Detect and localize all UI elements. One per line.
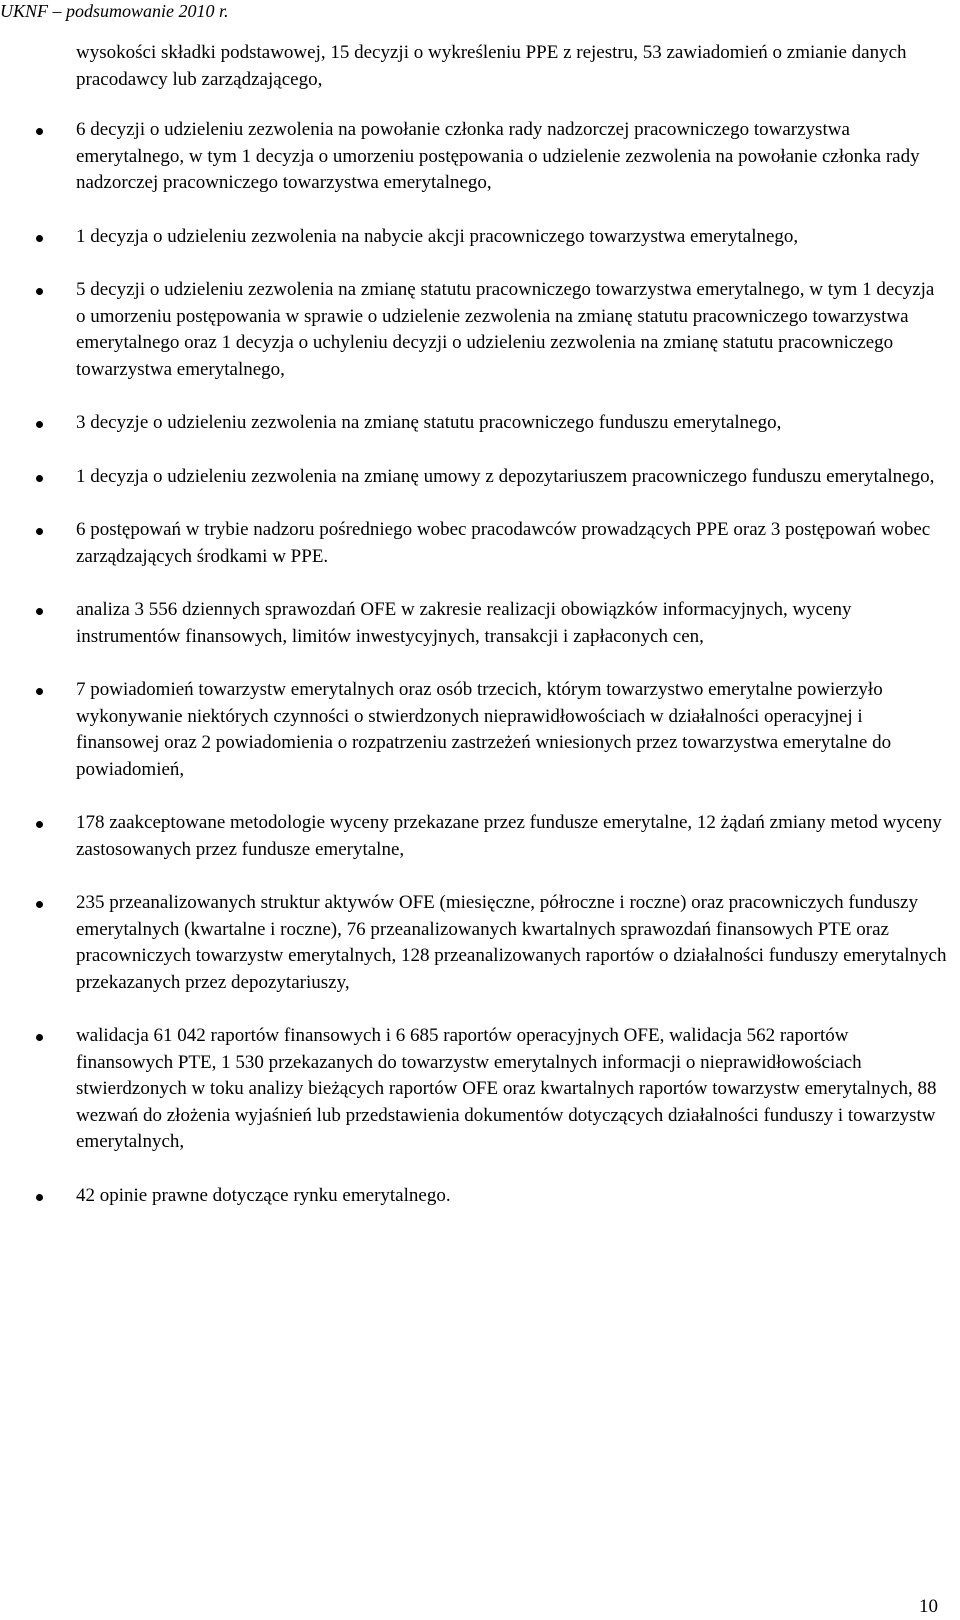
bullet-icon xyxy=(36,475,43,482)
lead-paragraph: wysokości składki podstawowej, 15 decyzji o wykreśleniu PPE z rejestru, 53 zawiadomień o zmianie danych pracodawcy lub zarządzającego, xyxy=(76,42,907,90)
list-item xyxy=(76,1023,948,1156)
list-item-text: 1 decyzja o udzieleniu zezwolenia na zmianę umowy z depozytariuszem pracowniczego funduszu emerytalnego, xyxy=(76,465,935,487)
list-item xyxy=(76,597,948,650)
list-item xyxy=(76,810,948,863)
list-item xyxy=(76,890,948,996)
list-item xyxy=(76,277,948,383)
running-header: UKNF – podsumowanie 2010 r. xyxy=(0,1,229,21)
list-item-text: 3 decyzje o udzieleniu zezwolenia na zmianę statutu pracowniczego funduszu emerytalnego, xyxy=(76,412,782,433)
list-item xyxy=(76,410,948,437)
list-item xyxy=(76,1183,948,1210)
bullet-icon xyxy=(36,608,43,615)
bullet-icon xyxy=(36,421,43,428)
list-item xyxy=(76,517,948,570)
bullet-icon xyxy=(36,128,43,135)
list-item-text: analiza 3 556 dziennych sprawozdań OFE w zakresie realizacji obowiązków informacyjnych, wyceny instrumentów finansowych, limitów inwestycyjnych, transakcji i zapłaconych cen, xyxy=(76,599,852,647)
list-item-text: 178 zaakceptowane metodologie wyceny przekazane przez fundusze emerytalne, 12 żądań zmiany metod wyceny zastosowanych przez fundusze emerytalne, xyxy=(76,812,942,860)
bullet-icon xyxy=(36,901,43,908)
bullet-icon xyxy=(36,288,43,295)
list-item xyxy=(76,224,948,251)
list-item-text: 235 przeanalizowanych struktur aktywów OFE (miesięczne, półroczne i roczne) oraz pracowniczych funduszy emerytalnych (kwartalne i roczne), 76 przeanalizowanych kwartalnych sprawozdań finansowych PTE oraz pracowniczych towarzystw emerytalnych, 128 przeanalizowanych raportów o działalności funduszy emerytalnych przekazanych przez depozytariuszy, xyxy=(76,892,947,993)
list-item-text: walidacja 61 042 raportów finansowych i 6 685 raportów operacyjnych OFE, walidacja 562 raportów finansowych PTE, 1 530 przekazanych do towarzystw emerytalnych informacji o nieprawidłowościach stwierdzonych w toku analizy bieżących raportów OFE oraz kwartalnych raportów towarzystw emerytalnych, 88 wezwań do złożenia wyjaśnień lub przedstawienia dokumentów dotyczących działalności funduszy i towarzystw emerytalnych, xyxy=(76,1025,937,1152)
bullet-list xyxy=(76,117,948,1209)
list-item-text: 5 decyzji o udzieleniu zezwolenia na zmianę statutu pracowniczego towarzystwa emerytalnego, w tym 1 decyzja o umorzeniu postępowania w sprawie o udzielenie zezwolenia na zmianę statutu pracowniczego towarzystwa emerytalnego oraz 1 decyzja o uchyleniu decyzji o udzieleniu zezwolenia na zmianę statutu pracowniczego towarzystwa emerytalnego, xyxy=(76,279,935,380)
bullet-icon xyxy=(36,821,43,828)
list-item-text: 1 decyzja o udzieleniu zezwolenia na nabycie akcji pracowniczego towarzystwa emerytalnego, xyxy=(76,225,799,247)
list-item-text: 42 opinie prawne dotyczące rynku emerytalnego. xyxy=(76,1184,451,1206)
bullet-icon xyxy=(36,528,43,535)
bullet-icon xyxy=(36,1194,43,1201)
list-item xyxy=(76,677,948,783)
bullet-icon xyxy=(36,235,43,242)
list-item xyxy=(76,117,948,197)
list-item-text: 6 postępowań w trybie nadzoru pośredniego wobec pracodawców prowadzących PPE oraz 3 postępowań wobec zarządzających środkami w PPE. xyxy=(76,519,931,567)
bullet-icon xyxy=(36,1034,43,1041)
list-item-text: 6 decyzji o udzieleniu zezwolenia na powołanie członka rady nadzorczej pracowniczego towarzystwa emerytalnego, w tym 1 decyzja o umorzeniu postępowania o udzielenie zezwolenia na powołanie członka rady nadzorczej pracowniczego towarzystwa emerytalnego, xyxy=(76,119,920,193)
list-item-text: 7 powiadomień towarzystw emerytalnych oraz osób trzecich, którym towarzystwo emerytalne powierzyło wykonywanie niektórych czynności o stwierdzonych nieprawidłowościach w działalności operacyjnej i finansowej oraz 2 powiadomienia o rozpatrzeniu zastrzeżeń wniesionych przez towarzystwa emerytalne do powiadomień, xyxy=(76,679,892,780)
bullet-icon xyxy=(36,688,43,695)
page-number: 10 xyxy=(919,1596,938,1617)
document-body xyxy=(76,40,948,1236)
list-item xyxy=(76,464,948,491)
